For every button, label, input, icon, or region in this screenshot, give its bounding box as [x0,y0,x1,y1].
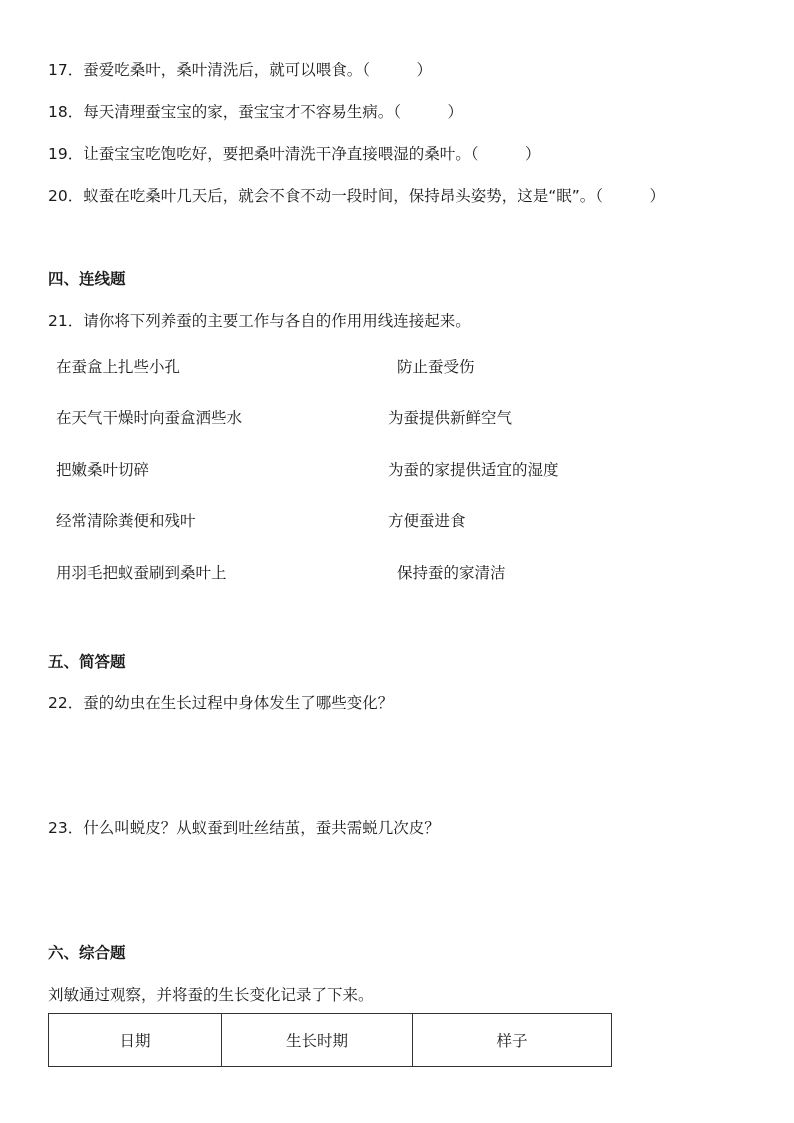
matching-left-item: 在蚕盒上扎些小孔 [56,358,181,376]
table-header-row [49,1014,612,1067]
question-20: 20．蚁蚕在吃桑叶几天后，就会不食不动一段时间，保持昂头姿势，这是“眠”。（ ） [48,187,666,205]
question-21: 21．请你将下列养蚕的主要工作与各自的作用用线连接起来。 [48,312,471,330]
matching-right-item: 为蚕的家提供适宜的湿度 [388,461,559,479]
matching-right-item: 保持蚕的家清洁 [397,564,506,582]
matching-right-item: 防止蚕受伤 [397,358,475,376]
matching-left-item: 把嫩桑叶切碎 [56,461,150,479]
matching-left-item: 用羽毛把蚁蚕刷到桑叶上 [56,564,227,582]
section-heading-matching: 四、连线题 [48,270,126,288]
growth-record-table [48,1013,612,1067]
question-17: 17．蚕爱吃桑叶，桑叶清洗后，就可以喂食。（ ） [48,61,432,79]
matching-left-item: 经常清除粪便和残叶 [56,512,196,530]
question-23: 23．什么叫蜕皮？从蚁蚕到吐丝结茧，蚕共需蜕几次皮？ [48,819,440,837]
matching-right-item: 为蚕提供新鲜空气 [388,409,513,427]
section-heading-short-answer: 五、简答题 [48,653,126,671]
matching-right-item: 方便蚕进食 [388,512,466,530]
question-19: 19．让蚕宝宝吃饱吃好，要把桑叶清洗干净直接喂湿的桑叶。（ ） [48,145,541,163]
table-header-growth-stage: 生长时期 [222,1014,413,1067]
matching-left-item: 在天气干燥时向蚕盒洒些水 [56,409,243,427]
section-heading-comprehensive: 六、综合题 [48,944,126,962]
section-intro: 刘敏通过观察，并将蚕的生长变化记录了下来。 [48,986,374,1004]
table-header-date: 日期 [49,1014,222,1067]
question-22: 22．蚕的幼虫在生长过程中身体发生了哪些变化？ [48,694,394,712]
question-18: 18．每天清理蚕宝宝的家，蚕宝宝才不容易生病。（ ） [48,103,463,121]
table-header-appearance: 样子 [413,1014,612,1067]
